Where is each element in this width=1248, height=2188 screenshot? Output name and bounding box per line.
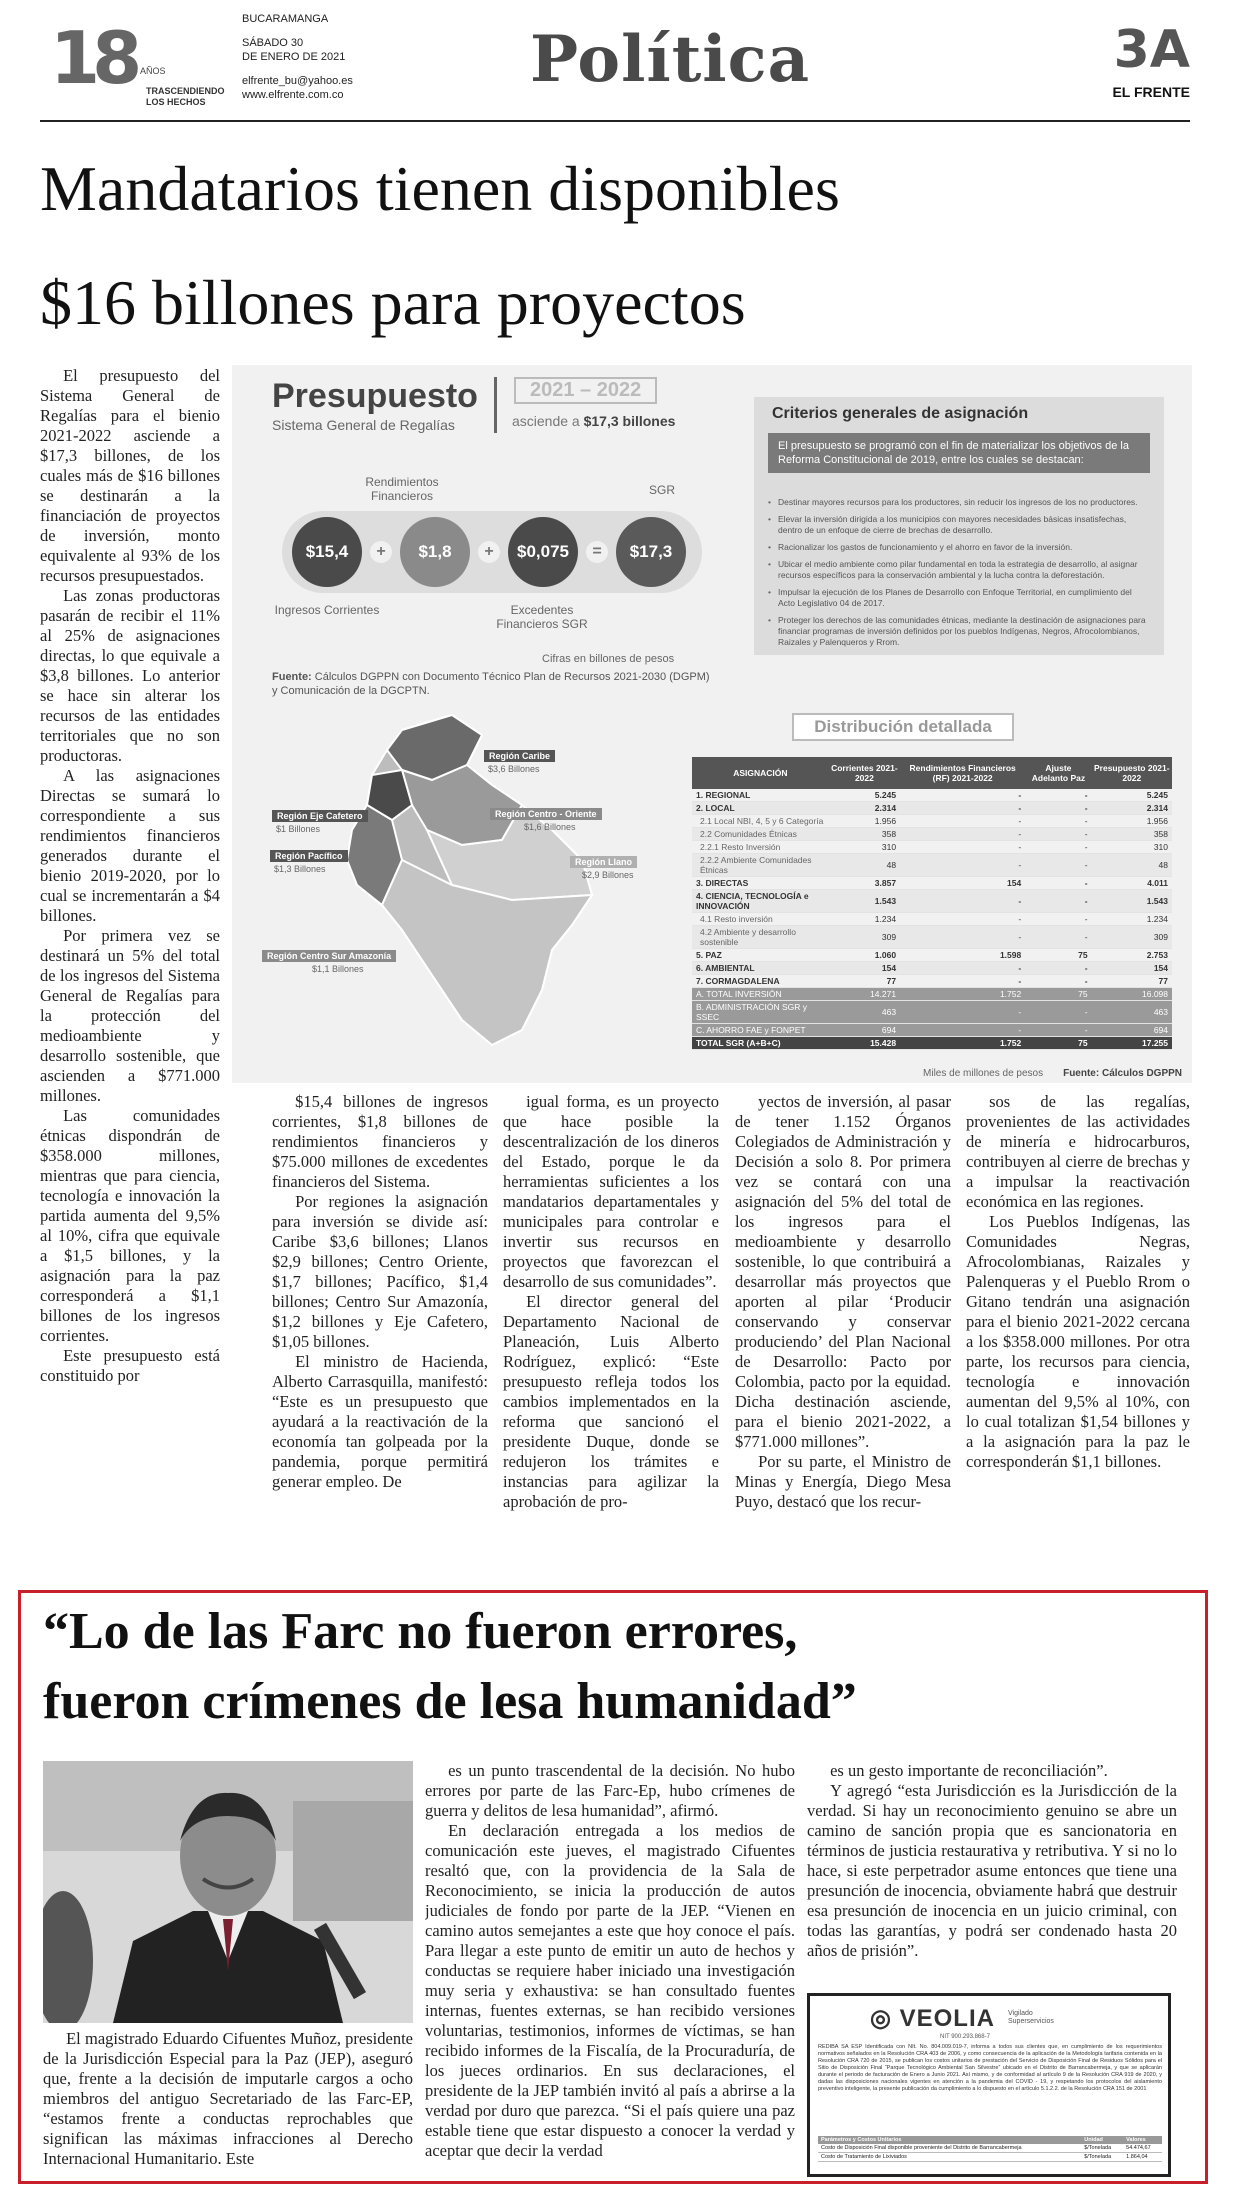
region-caribe-value: $3,6 Billones — [488, 764, 540, 774]
table-cell: 4.1 Resto inversión — [692, 913, 829, 926]
table-row — [692, 1024, 1172, 1037]
table-cell: 2.2.2 Ambiente Comunidades Étnicas — [692, 854, 829, 877]
table-row — [692, 802, 1172, 815]
table-row — [692, 854, 1172, 877]
jep-paragraph: es un punto trascendental de la decisión. No hubo errores por parte de las Farc-Ep, hubo crímenes de guerra y delitos de lesa humanidad”, afirmó. — [425, 1761, 795, 1820]
distribution-header-row — [692, 757, 1172, 789]
distribution-header-cell: Corrientes 2021-2022 — [829, 757, 900, 789]
plus-icon: + — [478, 541, 500, 563]
table-cell: 310 — [1092, 841, 1172, 854]
table-row — [692, 975, 1172, 988]
table-cell: 4.2 Ambiente y desarrollo sostenible — [692, 926, 829, 949]
table-row — [692, 841, 1172, 854]
table-cell: - — [900, 1024, 1025, 1037]
distribution-header-cell: Presupuesto 2021-2022 — [1092, 757, 1172, 789]
jep-paragraph: Y agregó “esta Jurisdicción es la Jurisdicción de la verdad. Si hay un reconocimiento genuino se abre un camino de sanción propia que es sancionatoria en términos de justicia restaurativa y retributiva. Y si no lo hace, si este perpetrador asume entonces que tiene una presunción de inocencia, obviamente habrá que destruir esa presunción de inocencia en un juicio criminal, con todas las garantías, y podrá ser condenado hasta 20 años de prisión”. — [807, 1781, 1177, 1960]
criteria-intro: El presupuesto se programó con el fin de materializar los objetivos de la Reforma Constitucional de 2019, entre los cuales se destacan: — [768, 433, 1150, 473]
story1-paragraph: Las zonas productoras pasarán de recibir el 11% al 25% de asignaciones directas, lo que equivale a $3,8 billones. Lo anterior se hace sin alterar los recursos de las entidades territoriales que no son productoras. — [40, 586, 220, 765]
table-cell: - — [1025, 854, 1091, 877]
criteria-item: • Destinar mayores recursos para los productores, sin reducir los ingresos de los no productores. — [768, 497, 1150, 508]
email: elfrente_bu@yahoo.es — [242, 75, 353, 87]
table-cell: - — [900, 802, 1025, 815]
table-cell: 75 — [1025, 988, 1091, 1001]
criteria-title: Criterios generales de asignación — [772, 405, 1029, 422]
story1-paragraph: Los Pueblos Indígenas, las Comunidades Negras, Afrocolombianas, Raizales y Palenqueras y el Pueblo Rrom o Gitano tendrán una asignación para el bienio 2021-2022 cercana a los $358.000 millones. Por otra parte, los recursos para ciencia, tecnología e innovación aumentan del 9,5% al 10%, con lo cual totalizan $1,54 billones y a la asignación para la paz le corresponderán $1,1 billones. — [966, 1212, 1190, 1471]
story1-paragraph: Las comunidades étnicas dispondrán de $358.000 millones, mientras que para ciencia, tecnología e innovación la partida aumenta del 9,5% al 10%, cifra que equivale a $1,5 billones, y la asignación para la paz corresponderá a $1,1 billones de los ingresos corrientes. — [40, 1106, 220, 1345]
story1-paragraph: El ministro de Hacienda, Alberto Carrasquilla, manifestó: “Este es un presupuesto que ayudará a la reactivación de la economía tan golpeada por la pandemia, porque permitirá generar empleo. De — [272, 1352, 488, 1491]
story1-paragraph: El director general del Departamento Nacional de Planeación, Luis Alberto Rodríguez, explicó: “Este presupuesto refleja todos los cambios implementados en la reforma que sancionó el presidente Duque, donde se redujeron los trámites e instancias para agilizar la aprobación de pro- — [503, 1292, 719, 1511]
table-row — [692, 815, 1172, 828]
distribution-header-cell: ASIGNACIÓN — [692, 757, 829, 789]
distribution-header-cell: Ajuste Adelanto Paz — [1025, 757, 1091, 789]
ad-table-cell: $/Tonelada — [1081, 2144, 1123, 2153]
ad-table-row — [818, 2153, 1162, 2162]
table-cell: - — [1025, 802, 1091, 815]
exced-bubble: $0,075 — [508, 517, 578, 587]
veolia-nit: NIT 900.293.868-7 — [940, 2034, 990, 2040]
ingresos-bubble: $15,4 — [292, 517, 362, 587]
story1-column-1 — [40, 366, 220, 1588]
veolia-notice-ad — [807, 1993, 1171, 2177]
table-cell: 1.752 — [900, 988, 1025, 1001]
story1-paragraph: igual forma, es un proyecto que hace posible la descentralización de los dineros del Estado, porque le da herramientas suficientes a los mandatarios departamentales y municipales para controlar e invertir sus recursos en proyectos que favorezcan el desarrollo de sus comunidades”. — [503, 1092, 719, 1291]
region-llano-label: Región Llano — [570, 856, 637, 868]
infographic-years: 2021 – 2022 — [514, 377, 657, 404]
footer-units: Miles de millones de pesos — [923, 1068, 1044, 1079]
region-centro-oriente-value: $1,6 Billones — [524, 822, 576, 832]
table-cell: 694 — [829, 1024, 900, 1037]
ad-table-cell: Costo de Tratamiento de Lixiviados — [818, 2153, 1081, 2162]
table-cell: A. TOTAL INVERSIÓN — [692, 988, 829, 1001]
ad-table-cell: 54.474,67 — [1123, 2144, 1162, 2153]
divider — [494, 377, 497, 433]
criteria-list — [768, 497, 1150, 654]
story1-paragraph: sos de las regalías, provenientes de las actividades de minería e hidrocarburos, contribuyen al cierre de brechas y a impulsar la reactivación económica en las regiones. — [966, 1092, 1190, 1211]
logo-tagline-1: TRASCENDIENDO — [146, 86, 225, 96]
city: BUCARAMANGA — [242, 13, 329, 25]
source-text: Cálculos DGPPN con Documento Técnico Plan de Recursos 2021-2030 (DGPM) y Comunicación de la DGCPTN. — [272, 671, 710, 697]
story1-paragraph: Este presupuesto está constituido por — [40, 1346, 220, 1385]
table-cell: 16.098 — [1092, 988, 1172, 1001]
source-bold: Fuente: — [272, 671, 312, 683]
table-cell: 3. DIRECTAS — [692, 877, 829, 890]
table-row — [692, 1037, 1172, 1050]
criteria-item: • Proteger los derechos de las comunidades étnicas, mediante la destinación de asignaciones para financiar programas de inversión definidos por los pueblos Indígenas, Negros, Afrocolombianos, Raizales y Palenqueros y Rrom. — [768, 615, 1150, 648]
table-cell: - — [1025, 926, 1091, 949]
ad-table-header: Valores — [1123, 2136, 1162, 2144]
table-row — [692, 962, 1172, 975]
table-cell: - — [1025, 962, 1091, 975]
ad-table-cell: $/Tonelada — [1081, 2153, 1123, 2162]
table-cell: - — [900, 789, 1025, 802]
table-cell: 1.956 — [1092, 815, 1172, 828]
distribution-table — [692, 757, 1172, 1050]
infographic-source — [272, 670, 712, 698]
infographic-title: Presupuesto — [272, 377, 478, 415]
table-cell: - — [900, 1001, 1025, 1024]
region-caribe-label: Región Caribe — [484, 750, 555, 762]
region-pacifico-label: Región Pacífico — [270, 850, 348, 862]
jep-paragraph: El magistrado Eduardo Cifuentes Muñoz, presidente de la Jurisdicción Especial para la Paz (JEP), aseguró que, frente a la decisión de imputarle cargos a ocho miembros del antiguo Secretariado de las Farc-EP, “estamos frente a conductas reprochables que significan las máximas infracciones al Derecho Internacional Humanitario. Este — [43, 2029, 413, 2168]
table-cell: 463 — [1092, 1001, 1172, 1024]
table-cell: - — [900, 962, 1025, 975]
ad-cost-table — [818, 2136, 1162, 2162]
table-cell: 2.2.1 Resto Inversión — [692, 841, 829, 854]
table-cell: - — [1025, 789, 1091, 802]
table-cell: 154 — [900, 877, 1025, 890]
headline-line-2: $16 billones para proyectos — [40, 267, 746, 338]
table-cell: - — [900, 815, 1025, 828]
ad-notice-text: REDIBA SA ESP Identificada con NIt. No. 804.009.019-7, informa a todos sus clientes que, en cumplimiento de los requerimientos normativos señalados en la Resolución CRA 403 de 2006, y como consecuencia de la aplicación de la Metodología tarifaria contenida en la Resolución CRA 720 de 2015, se publican los costos unitarios de prestación del Servicio de Disposición Final de Residuos Sólidos para el Sitio de Disposición Final “Parque Tecnológico Ambiental San Silvestre” ubicado en el Distrito de Barrancabermeja, y que se aplicarán durante el periodo de facturación de Enero a Junio 2021. Así mismo, y de conformidad al artículo 9 de la Resolución CRA 919 de 2020, y dadas las disposiciones nacionales vigentes en atención a la pandemia del COVID - 19, y respetando los protocolos del aislamiento preventivo inteligente, la presente publicación da cumplimiento a lo dispuesto en el artículo 5.1.2.2. de la Resolución CRA 151 de 2001 — [818, 2044, 1162, 2092]
distribution-header-cell: Rendimientos Financieros (RF) 2021-2022 — [900, 757, 1025, 789]
table-row — [692, 913, 1172, 926]
table-cell: 14.271 — [829, 988, 900, 1001]
story1-paragraph: Por primera vez se destinará un 5% del total de los ingresos del Sistema General de Regalías para la protección del medioambiente y desarrollo sostenible, que ascienden a $771.000 millones. — [40, 926, 220, 1105]
table-row — [692, 890, 1172, 913]
distribution-title: Distribución detallada — [792, 713, 1014, 741]
infographic-subtitle: Sistema General de Regalías — [272, 417, 455, 433]
table-cell: 5.245 — [1092, 789, 1172, 802]
table-cell: - — [1025, 877, 1091, 890]
story1-paragraph: Por regiones la asignación para inversión se divide así: Caribe $3,6 billones; Llanos $2,9 billones; Centro Oriente, $1,7 billones; Pacífico, $1,4 billones; Centro Sur Amazonía, $1,2 billones y Eje Cafetero, $1,05 billones. — [272, 1192, 488, 1351]
region-centro-sur-label: Región Centro Sur Amazonía — [262, 950, 396, 962]
table-cell: - — [900, 975, 1025, 988]
table-cell: 1.956 — [829, 815, 900, 828]
table-cell: 1.598 — [900, 949, 1025, 962]
table-cell: - — [1025, 890, 1091, 913]
jep-column-3 — [807, 1761, 1177, 1986]
table-cell: - — [1025, 815, 1091, 828]
masthead — [40, 10, 1190, 115]
budget-flow — [272, 475, 712, 645]
region-centro-sur-value: $1,1 Billones — [312, 964, 364, 974]
table-cell: 1.752 — [900, 1037, 1025, 1050]
table-cell: 154 — [1092, 962, 1172, 975]
table-cell: 6. AMBIENTAL — [692, 962, 829, 975]
table-cell: - — [1025, 913, 1091, 926]
page-number: 3A — [1113, 20, 1190, 80]
region-eje-label: Región Eje Cafetero — [272, 810, 368, 822]
headline-line-1: Mandatarios tienen disponibles — [40, 153, 840, 224]
jep-headline-line-2: fueron crímenes de lesa humanidad” — [43, 1673, 857, 1730]
table-cell: 310 — [829, 841, 900, 854]
date-line-2: DE ENERO DE 2021 — [242, 51, 346, 63]
table-cell: 4.011 — [1092, 877, 1172, 890]
story1-paragraph: yectos de inversión, al pasar de tener 1.152 Órganos Colegiados de Administración y Decisión a solo 8. Por primera vez se contará con una asignación del 5% del total de los ingresos para el medioambiente y desarrollo sostenible, lo que contribuirá a desarrollar más proyectos que aporten al pilar ‘Producir conservando y conservar produciendo’ del Plan Nacional de Desarrollo: Pacto por Colombia, pacto por la equidad. Dicha destinación asciende, para el bienio 2021-2022, a $771.000 millones”. — [735, 1092, 951, 1451]
masthead-rule — [40, 120, 1190, 122]
table-cell: - — [900, 854, 1025, 877]
paper-name: EL FRENTE — [1112, 84, 1190, 100]
table-cell: TOTAL SGR (A+B+C) — [692, 1037, 829, 1050]
ad-table-cell: 1.864,04 — [1123, 2153, 1162, 2162]
jep-paragraph: En declaración entregada a los medios de comunicación este jueves, el magistrado Cifuentes resaltó que, con la providencia de la Sala de Reconocimiento, se inicia la producción de autos judiciales de fondo por parte de la JEP. “Vienen en camino autos semejantes a este que hoy conoce el país. Para llegar a este punto de emitir un auto de hechos y conductas se requiere haber iniciado una investigación muy seria y exhaustiva: se han consultado fuentes internas, fuentes externas, se han recibido versiones voluntarias, testimonios, informes de víctimas, se han recibido informes de la Fiscalía, de la Procuraduría, de los jueces ordinarios. En sus declaraciones, el presidente de la JEP también invitó al país a abrirse a la verdad por duro que parezca. “Si el país quiere una paz estable tiene que estar dispuesto a conocer la verdad y aceptar que decir la verdad — [425, 1821, 795, 2160]
table-cell: 2.1 Local NBI, 4, 5 y 6 Categoría — [692, 815, 829, 828]
table-cell: 7. CORMAGDALENA — [692, 975, 829, 988]
ad-table-header: Unidad — [1081, 2136, 1123, 2144]
sgr-label: SGR — [648, 483, 675, 497]
table-cell: 2.2 Comunidades Étnicas — [692, 828, 829, 841]
story1-column-2 — [272, 1092, 488, 1588]
jep-headline-line-1: “Lo de las Farc no fueron errores, — [43, 1603, 798, 1660]
criteria-item: • Ubicar el medio ambiente como pilar fundamental en toda la estrategia de desarrollo, al asignar recursos específicos para la conservación ambiental y la lucha contra la deforestación. — [768, 559, 1150, 581]
table-cell: 1.543 — [829, 890, 900, 913]
veolia-sub: Vigilado Superservicios — [1008, 2010, 1054, 2025]
table-cell: 5.245 — [829, 789, 900, 802]
jep-column-2 — [425, 1761, 795, 2179]
table-cell: 309 — [829, 926, 900, 949]
table-row — [692, 1001, 1172, 1024]
newspaper-logo — [40, 14, 230, 109]
table-cell: 17.255 — [1092, 1037, 1172, 1050]
footer-source: Fuente: Cálculos DGPPN — [1063, 1068, 1182, 1079]
table-cell: 309 — [1092, 926, 1172, 949]
table-cell: 77 — [829, 975, 900, 988]
colombia-map — [252, 710, 682, 1055]
table-cell: 1. REGIONAL — [692, 789, 829, 802]
table-cell: - — [900, 841, 1025, 854]
table-row — [692, 926, 1172, 949]
table-cell: 154 — [829, 962, 900, 975]
jep-story-box — [18, 1590, 1208, 2184]
table-cell: - — [1025, 828, 1091, 841]
ingresos-label: Ingresos Corrientes — [274, 603, 380, 617]
table-cell: 2.753 — [1092, 949, 1172, 962]
magistrate-photo — [43, 1761, 413, 2023]
jep-headline — [43, 1597, 1193, 1737]
story1-paragraph: El presupuesto del Sistema General de Regalías para el bienio 2021-2022 asciende a $17,3 billones, de los cuales más de $16 billones se destinarán a la financiación de proyectos de inversión, monto equivalente al 93% de los recursos presupuestados. — [40, 366, 220, 585]
veolia-logo: ◎ VEOLIA — [870, 2005, 995, 2032]
table-cell: - — [1025, 1024, 1091, 1037]
jep-column-1 — [43, 2029, 413, 2179]
logo-number: 18 — [50, 16, 135, 100]
table-cell: 5. PAZ — [692, 949, 829, 962]
table-cell: 75 — [1025, 949, 1091, 962]
table-cell: 48 — [829, 854, 900, 877]
website: www.elfrente.com.co — [242, 89, 344, 101]
table-cell: - — [900, 890, 1025, 913]
story1-column-4 — [735, 1092, 951, 1588]
ad-table-row — [818, 2144, 1162, 2153]
ad-table-cell: Costo de Disposición Final disponible proveniente del Distrito de Barrancabermeja — [818, 2144, 1081, 2153]
table-cell: C. AHORRO FAE y FONPET — [692, 1024, 829, 1037]
table-cell: 694 — [1092, 1024, 1172, 1037]
map-shape — [252, 710, 682, 1055]
asciende-prefix: asciende a — [512, 413, 584, 429]
date-line-1: SÁBADO 30 — [242, 37, 304, 49]
jep-paragraph: es un gesto importante de reconciliación”. — [830, 1761, 1108, 1780]
story1-column-3 — [503, 1092, 719, 1588]
logo-anos: AÑOS — [140, 66, 166, 76]
table-row — [692, 877, 1172, 890]
region-pacifico-value: $1,3 Billones — [274, 864, 326, 874]
table-cell: 1.234 — [829, 913, 900, 926]
criteria-item: • Elevar la inversión dirigida a los municipios con mayores necesidades básicas insatisfechas, dentro de un enfoque de cierre de brechas de desarrollo. — [768, 514, 1150, 536]
table-cell: - — [900, 913, 1025, 926]
photo-illustration — [43, 1761, 413, 2023]
rend-label: Rendimientos Financieros — [365, 475, 439, 503]
table-cell: 1.543 — [1092, 890, 1172, 913]
infographic-total-line — [512, 413, 675, 429]
table-cell: 358 — [1092, 828, 1172, 841]
table-cell: 3.857 — [829, 877, 900, 890]
exced-label: Excedentes Financieros SGR — [496, 603, 588, 631]
table-cell: 2. LOCAL — [692, 802, 829, 815]
table-cell: 48 — [1092, 854, 1172, 877]
ad-table-header: Parámetros y Costos Unitarios — [818, 2136, 1081, 2144]
table-cell: - — [1025, 975, 1091, 988]
units-note: Cifras en billones de pesos — [542, 653, 675, 665]
region-eje-value: $1 Billones — [276, 824, 321, 834]
table-cell: 77 — [1092, 975, 1172, 988]
story1-column-5 — [966, 1092, 1190, 1588]
section-title: Política — [530, 22, 811, 97]
table-cell: 15.428 — [829, 1037, 900, 1050]
story1-paragraph: $15,4 billones de ingresos corrientes, $1,8 billones de rendimientos financieros y $75.000 millones de excedentes financieros del Sistema. — [272, 1092, 488, 1191]
table-cell: 2.314 — [1092, 802, 1172, 815]
infographic-footer — [923, 1068, 1182, 1079]
table-row — [692, 988, 1172, 1001]
table-row — [692, 949, 1172, 962]
story1-paragraph: Por su parte, el Ministro de Minas y Energía, Diego Mesa Puyo, destacó que los recur- — [735, 1452, 951, 1511]
table-cell: - — [1025, 1001, 1091, 1024]
table-cell: B. ADMINISTRACIÓN SGR y SSEC — [692, 1001, 829, 1024]
table-cell: 2.314 — [829, 802, 900, 815]
asciende-value: $17,3 billones — [583, 413, 676, 429]
rend-bubble: $1,8 — [400, 517, 470, 587]
budget-infographic — [232, 365, 1192, 1083]
table-row — [692, 828, 1172, 841]
table-cell: 75 — [1025, 1037, 1091, 1050]
table-cell: 4. CIENCIA, TECNOLOGÍA e INNOVACIÓN — [692, 890, 829, 913]
region-llano-value: $2,9 Billones — [582, 870, 634, 880]
criteria-panel — [754, 397, 1164, 655]
table-cell: 463 — [829, 1001, 900, 1024]
criteria-item: • Impulsar la ejecución de los Planes de Desarrollo con Enfoque Territorial, en cumplimiento del Acto Legislativo 04 de 2017. — [768, 587, 1150, 609]
sgr-bubble: $17,3 — [616, 517, 686, 587]
equals-icon: = — [586, 541, 608, 563]
table-cell: 1.234 — [1092, 913, 1172, 926]
table-cell: - — [900, 926, 1025, 949]
table-cell: 358 — [829, 828, 900, 841]
logo-tagline — [146, 86, 236, 108]
dateline — [242, 12, 353, 102]
region-centro-oriente-label: Región Centro - Oriente — [490, 808, 602, 820]
table-row — [692, 789, 1172, 802]
logo-tagline-2: LOS HECHOS — [146, 97, 206, 107]
main-headline — [40, 132, 1190, 360]
story1-paragraph: A las asignaciones Directas se sumará lo correspondiente a sus rendimientos financieros generados durante el bienio 2019-2020, por lo cual se incrementarán a $4 billones. — [40, 766, 220, 925]
table-cell: 1.060 — [829, 949, 900, 962]
table-cell: - — [900, 828, 1025, 841]
table-cell: - — [1025, 841, 1091, 854]
criteria-item: • Racionalizar los gastos de funcionamiento y el ahorro en favor de la inversión. — [768, 542, 1150, 553]
veolia-brand: VEOLIA — [899, 2005, 995, 2032]
plus-icon: + — [370, 541, 392, 563]
